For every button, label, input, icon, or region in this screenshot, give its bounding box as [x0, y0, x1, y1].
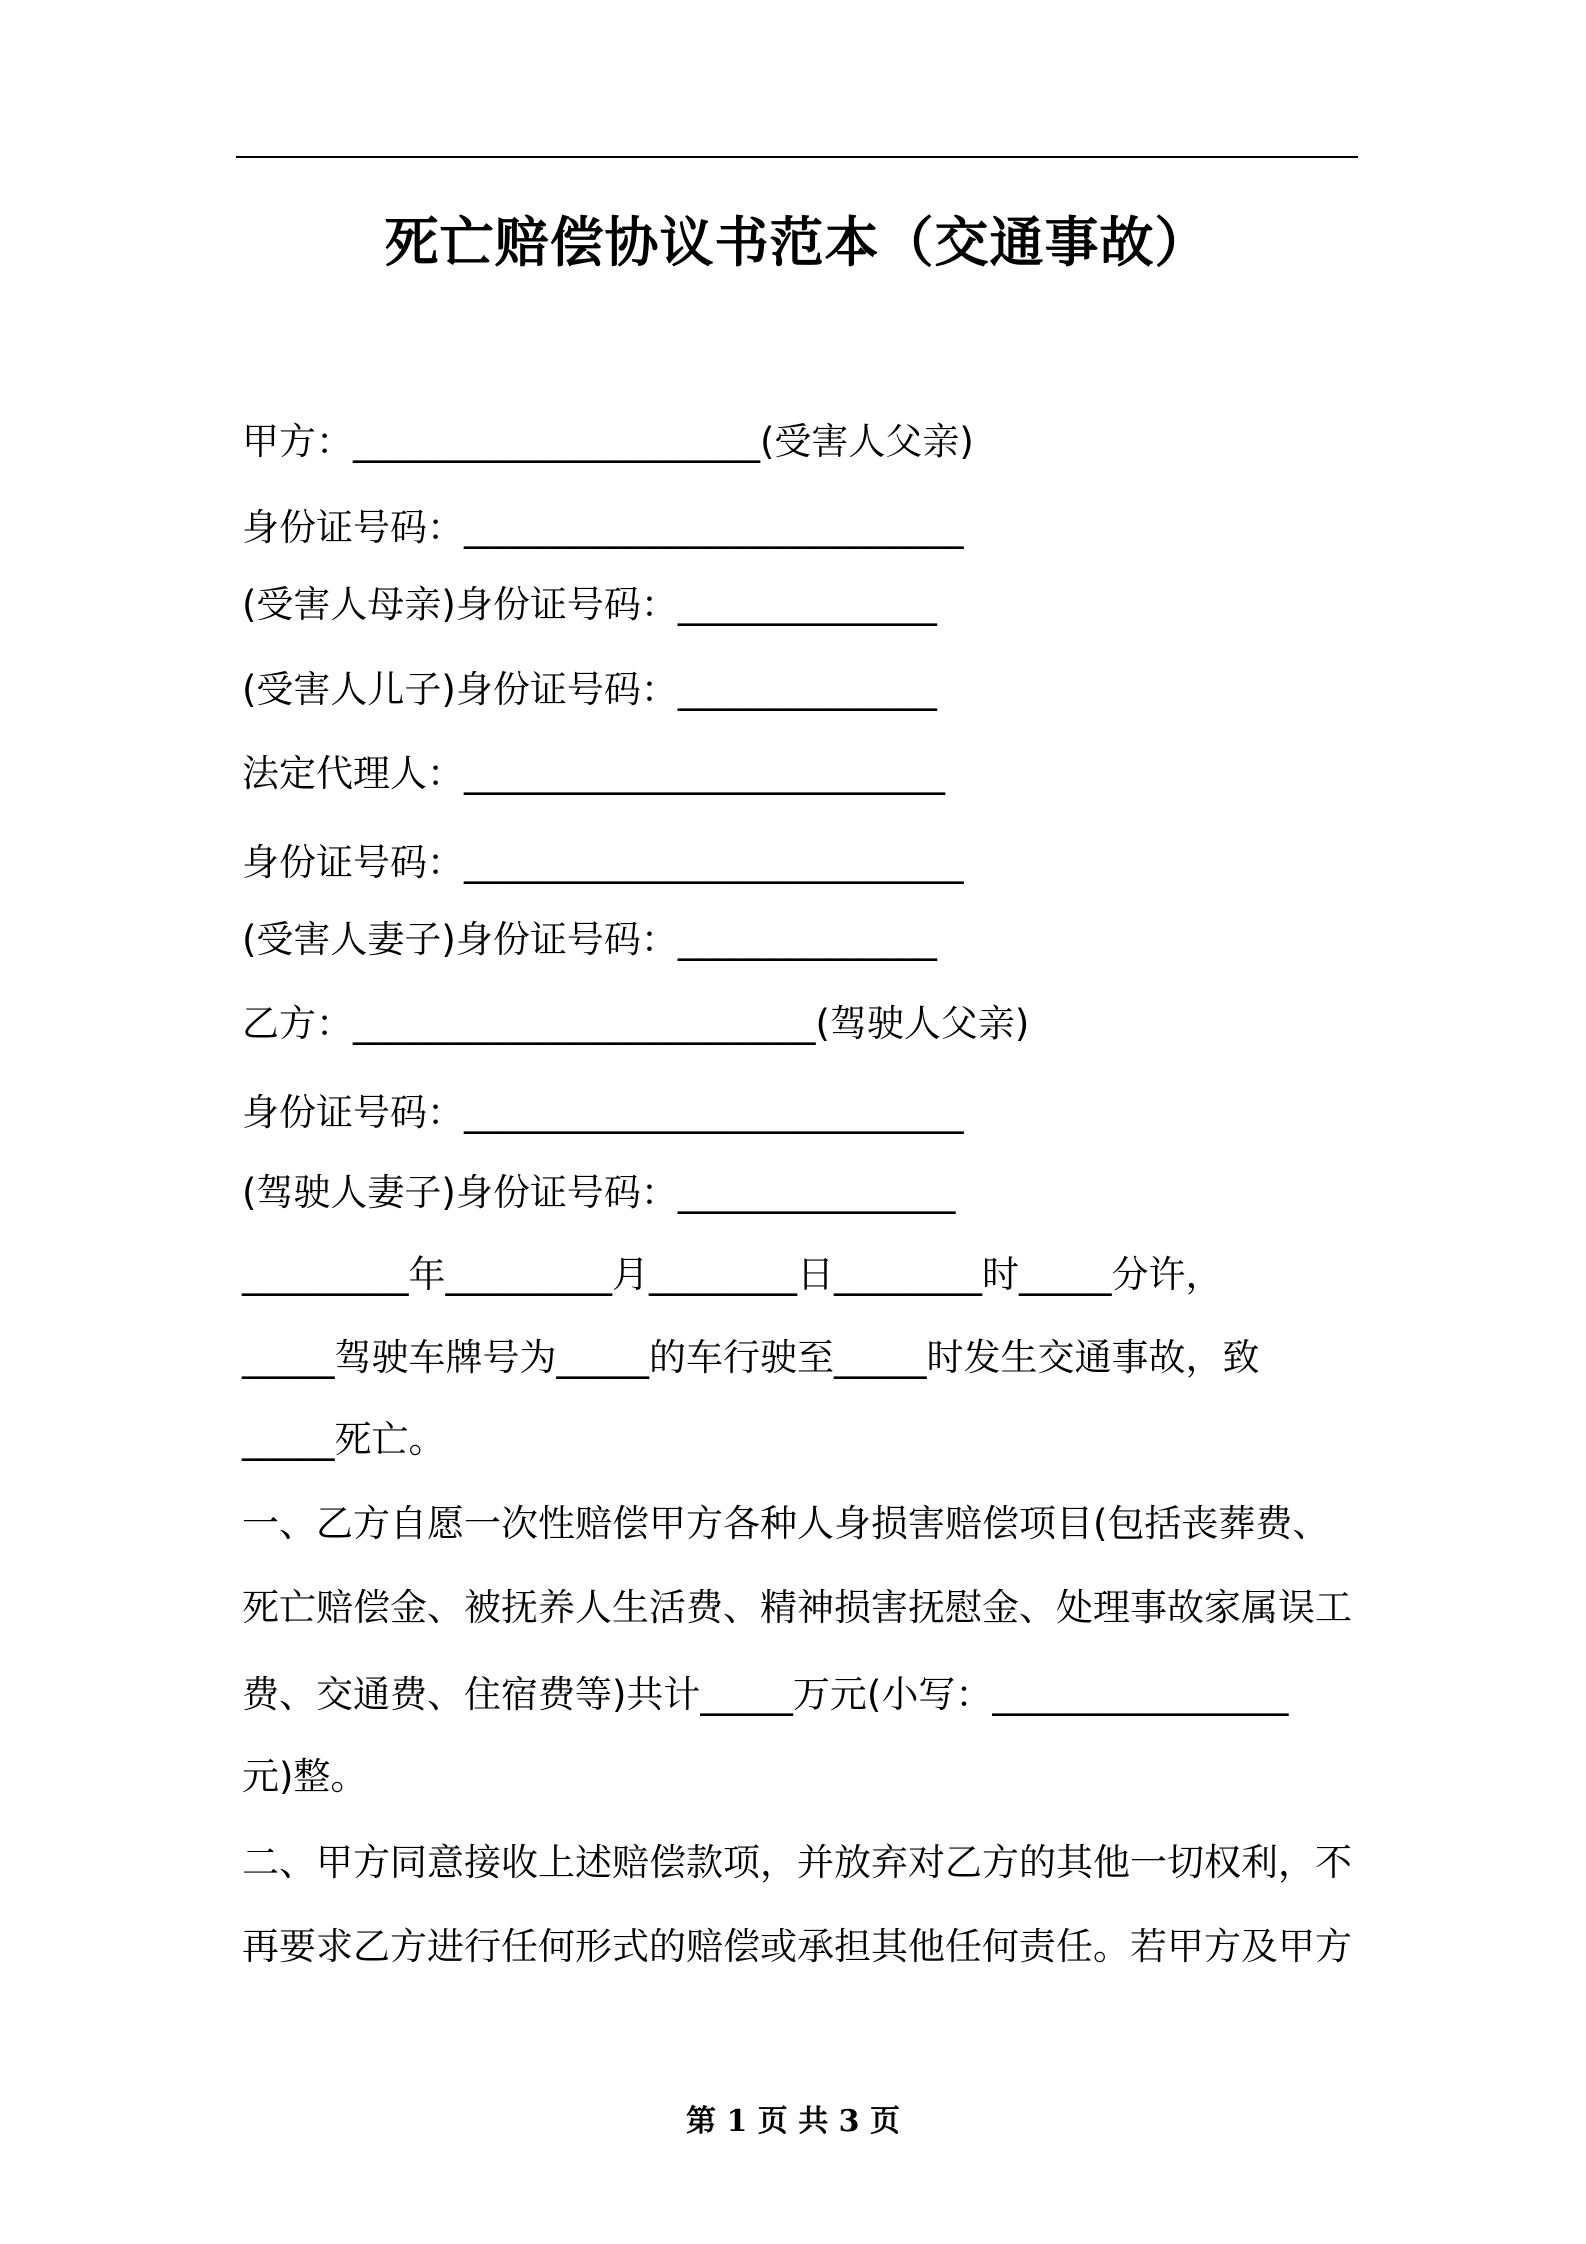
legal-agent-id-line: 身份证号码：___________________________ — [242, 841, 964, 884]
clause-one-line-1: 一、乙方自愿一次性赔偿甲方各种人身损害赔偿项目(包括丧葬费、 — [242, 1502, 1330, 1545]
accident-text-2: _____驾驶车牌号为_____的车行驶至_____时发生交通事故，致 — [242, 1336, 1260, 1379]
accident-text-1: _________年_________月________日________时_____分许， — [242, 1253, 1223, 1296]
header-rule — [236, 156, 1358, 158]
accident-para-line-1 — [242, 1250, 1355, 1300]
document-title: 死亡赔偿协议书范本（交通事故） — [384, 211, 1210, 274]
party-b-line: 乙方：_________________________(驾驶人父亲) — [242, 1002, 1030, 1045]
accident-para-line-2 — [242, 1333, 1355, 1383]
victim-son-id-line: (受害人儿子)身份证号码：______________ — [242, 668, 937, 711]
accident-para-line-3: _____死亡。 — [242, 1418, 446, 1461]
legal-agent-line: 法定代理人：__________________________ — [242, 752, 945, 795]
clause-one-line-4: 元)整。 — [242, 1755, 368, 1798]
page-footer: 第 1 页 共 3 页 — [686, 2104, 900, 2139]
party-b-id-line: 身份证号码：___________________________ — [242, 1091, 964, 1134]
victim-wife-id-line: (受害人妻子)身份证号码：______________ — [242, 918, 937, 961]
clause-two-line-2: 再要求乙方进行任何形式的赔偿或承担其他任何责任。若甲方及甲方 — [242, 1925, 1352, 1968]
clause-one-line-3: 费、交通费、住宿费等)共计_____万元(小写：________________ — [242, 1673, 1289, 1716]
clause-one-line-2: 死亡赔偿金、被抚养人生活费、精神损害抚慰金、处理事故家属误工 — [242, 1586, 1352, 1629]
party-a-line: 甲方：______________________(受害人父亲) — [242, 420, 974, 463]
party-a-id-line: 身份证号码：___________________________ — [242, 506, 964, 549]
clause-two-line-1: 二、甲方同意接收上述赔偿款项，并放弃对乙方的其他一切权利，不 — [242, 1841, 1352, 1884]
driver-wife-id-line: (驾驶人妻子)身份证号码：_______________ — [242, 1171, 956, 1214]
victim-mother-id-line: (受害人母亲)身份证号码：______________ — [242, 583, 937, 626]
